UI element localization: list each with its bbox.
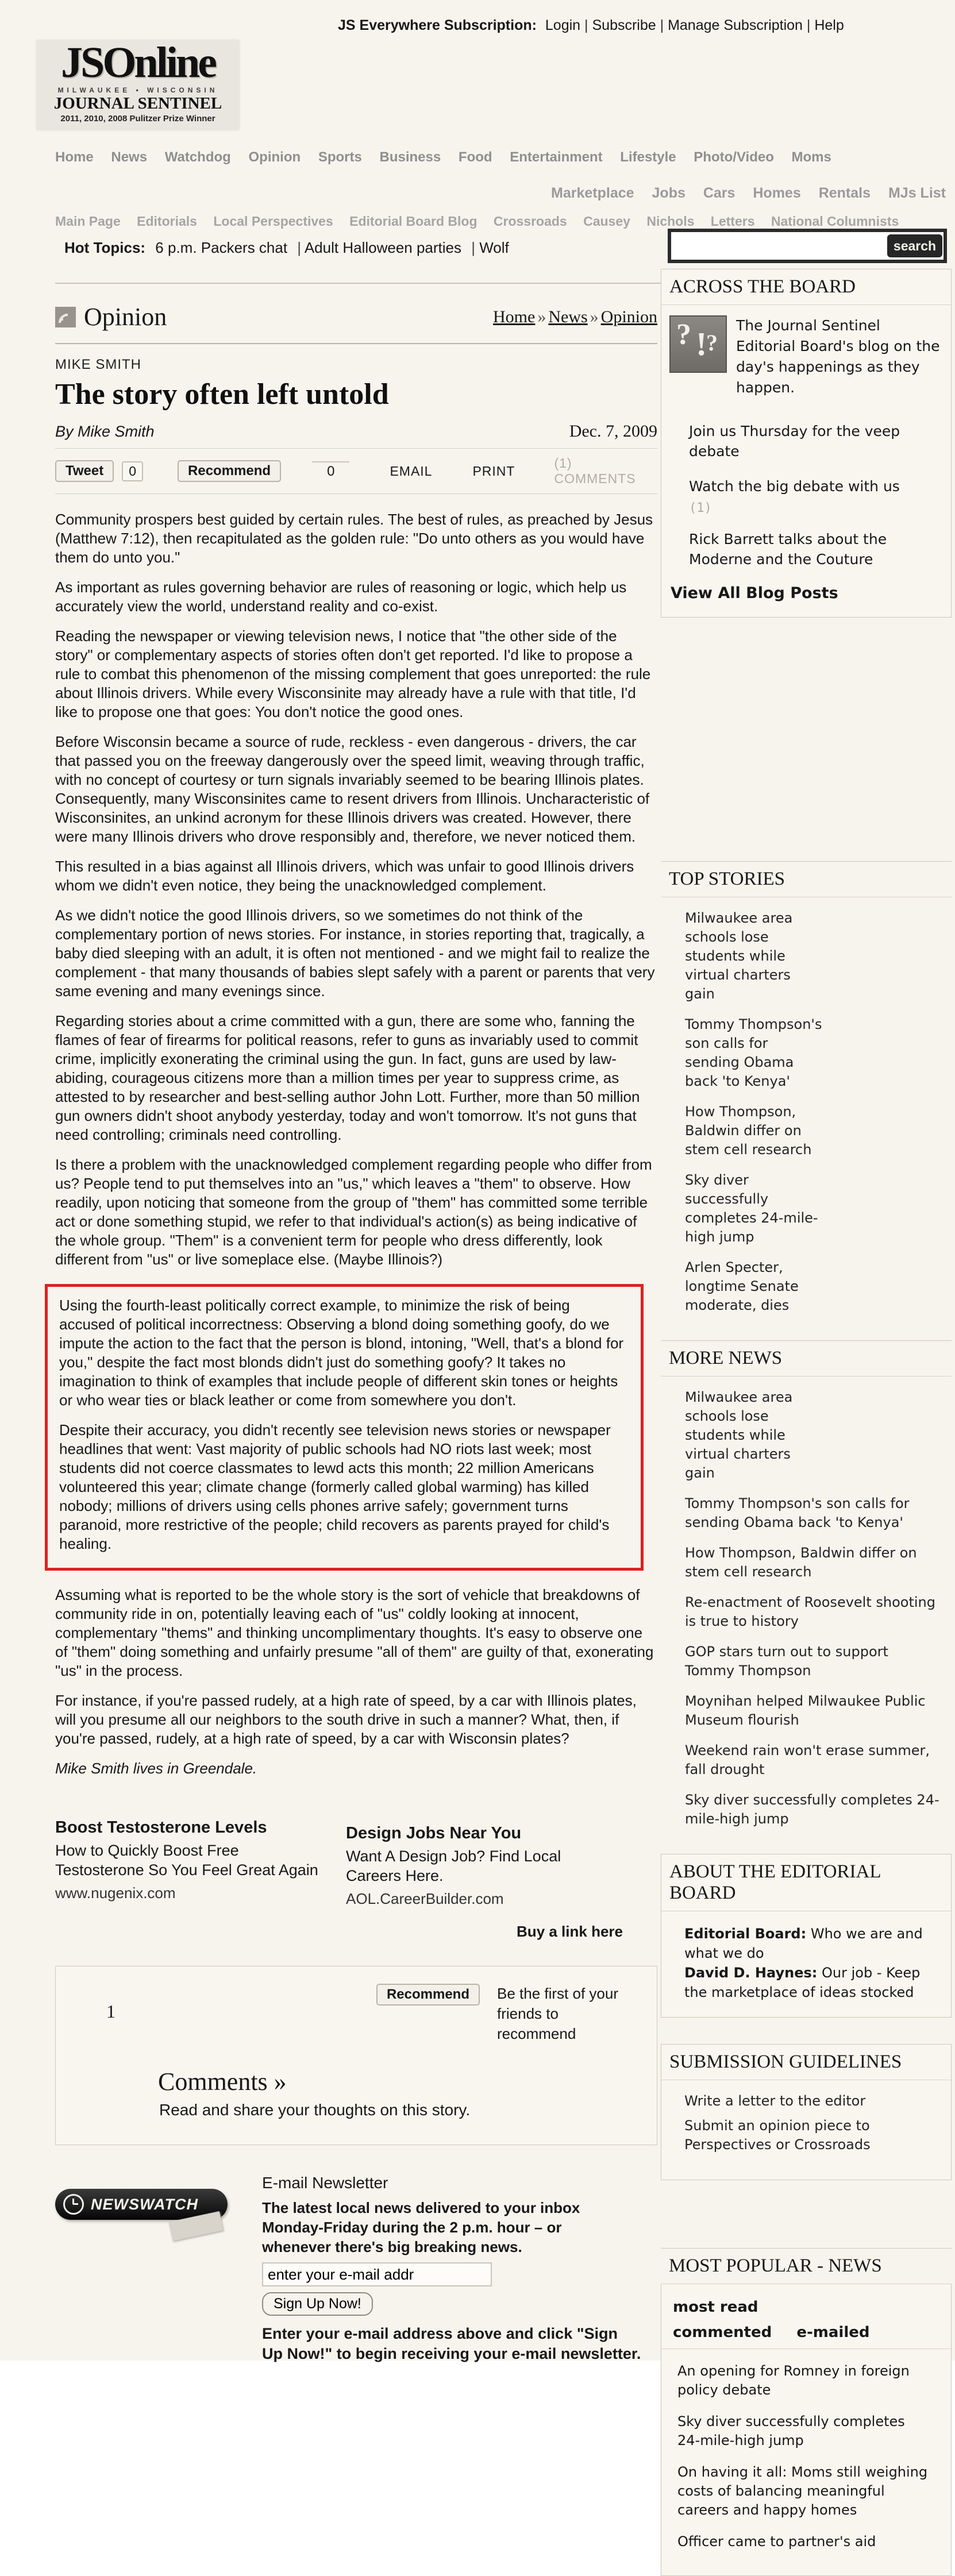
search-button[interactable]: search: [887, 234, 942, 257]
tweet-button[interactable]: Tweet: [55, 460, 114, 482]
login-link[interactable]: Login: [545, 17, 581, 33]
newswatch-label: NEWSWATCH: [91, 2195, 198, 2213]
subnav-letters[interactable]: Letters: [710, 214, 755, 229]
submission-guidelines-list: [661, 2080, 951, 2180]
manage-subscription-link[interactable]: | Manage Subscription: [660, 17, 803, 33]
nav-opinion[interactable]: Opinion: [248, 149, 301, 165]
story-link[interactable]: Re-enactment of Roosevelt shooting is true to history: [685, 1594, 935, 1629]
article-headline: The story often left untold: [55, 378, 389, 411]
submit-opinion-link[interactable]: Submit an opinion piece to Perspectives or Crossroads: [684, 2118, 871, 2153]
email-link[interactable]: EMAIL: [390, 463, 433, 479]
about-editorial-board-box: [661, 1854, 952, 2018]
article-paragraph: This resulted in a bias against all Illinois drivers, which was unfair to good Illinois drivers whom we didn't even notice, they being the unacknowledged complement.: [55, 858, 634, 894]
article-kicker: MIKE SMITH: [55, 357, 142, 372]
story-link[interactable]: Officer came to partner's aid: [677, 2533, 876, 2550]
story-link[interactable]: Weekend rain won't erase summer, fall drought: [685, 1742, 930, 1777]
subnav-editorials[interactable]: Editorials: [137, 214, 197, 229]
ad-nugenix: [55, 1818, 325, 1908]
david-haynes-link[interactable]: David D. Haynes: Our job - Keep the marketplace of ideas stocked: [684, 1965, 921, 2000]
opinion-section-icon: [55, 307, 76, 327]
story-link[interactable]: Sky diver successfully completes 24-mile-high jump: [685, 1172, 818, 1245]
story-link[interactable]: Sky diver successfully completes 24-mile-high jump: [677, 2413, 905, 2448]
blog-post-link[interactable]: Watch the big debate with us: [689, 478, 900, 495]
article-paragraph: Is there a problem with the unacknowledged complement regarding people who differ from us? People tend to put themselves into an "us," which leaves a "them" to observe. How readily, upon noticing that someone from the group of "them" has committed some terrible act or done something stupid, we refer to that individual's action(s) as being indicative of the whole group. "Them" is a convenient term for people who dress differently, look different from "us" or live someplace else. (Maybe Illinois?): [55, 1156, 652, 1268]
article-paragraph: Before Wisconsin became a source of rude, reckless - even dangerous - drivers, the car that passed you on the freeway dangerously over the speed limit, weaving through traffic, with no concept of courtesy or turn signals invariably seemed to be bearing Illinois plates. Consequently, many Wisconsinites came to resent drivers from Illinois. Uncharacteristic of Wisconsinites, an unkind acronym for these Illinois drivers was created. However, there were many Illinois drivers who drove responsibly and, therefore, we never noticed them.: [55, 733, 650, 845]
story-link[interactable]: Tommy Thompson's son calls for sending Obama back 'to Kenya': [685, 1495, 910, 1530]
sidebar: [661, 269, 952, 2576]
subnav-editorial-board-blog[interactable]: Editorial Board Blog: [349, 214, 478, 229]
breadcrumb-opinion[interactable]: » Opinion: [588, 307, 657, 326]
nav-cars[interactable]: Cars: [703, 185, 735, 201]
article-paragraph: Regarding stories about a crime committed with a gun, there are some who, fanning the flames of fear of firearms for political reasons, refer to guns as invariably used to commit crime, implicitly exonerating the criminal using the gun. In fact, guns are used by law-abiding, courageous citizens more than a million times per year to suppress crime, as attested to by researcher and best-selling author John Lott. Further, more than 50 million gun owners didn't shoot anybody yesterday, today and won't tomorrow. It's not guns that need controlling; criminals need controlling.: [55, 1012, 640, 1143]
logo-title: JSOnline: [61, 38, 215, 87]
nav-jobs[interactable]: Jobs: [652, 185, 686, 201]
newsletter-body: [262, 2174, 641, 2364]
help-link[interactable]: | Help: [807, 17, 844, 33]
across-the-board-content: [661, 305, 951, 617]
recommend-count: 0: [312, 461, 349, 481]
ad-url-link[interactable]: www.nugenix.com: [55, 1884, 176, 1902]
subscription-label: JS Everywhere Subscription:: [338, 17, 537, 33]
editorial-board-link[interactable]: Editorial Board: Who we are and what we do: [684, 1926, 923, 1961]
story-link[interactable]: Sky diver successfully completes 24-mile-high jump: [685, 1792, 939, 1827]
sidebar-spacer: [661, 618, 952, 861]
print-link[interactable]: PRINT: [472, 463, 515, 479]
nav-food[interactable]: Food: [458, 149, 492, 165]
article-byline: By Mike Smith: [55, 423, 155, 440]
nav-rentals[interactable]: Rentals: [818, 185, 871, 201]
comments-top-row: [72, 1984, 641, 2044]
across-the-board-box: [661, 269, 952, 618]
about-editorial-board-items: [661, 1911, 951, 2017]
sponsored-links: [55, 1818, 657, 1908]
ad-body: Want A Design Job? Find Local Careers Here.: [346, 1848, 561, 1884]
primary-nav: [55, 149, 845, 165]
newsletter-title: E-mail Newsletter: [262, 2174, 388, 2192]
subnav-crossroads[interactable]: Crossroads: [493, 214, 567, 229]
marketplace-nav: [537, 185, 946, 202]
newsletter-email-field[interactable]: [262, 2262, 492, 2286]
tab-emailed[interactable]: e-mailed: [796, 2324, 870, 2341]
comments-box: [55, 1966, 657, 2145]
sign-up-now-button[interactable]: Sign Up Now!: [262, 2292, 373, 2316]
sidebar-spacer: [661, 2018, 952, 2044]
most-popular-header: MOST POPULAR - NEWS: [661, 2249, 952, 2284]
article-paragraph: For instance, if you're passed rudely, at a high rate of speed, by a car with Illinois plates, will you presume all our neighbors to the south drive in such a manner? What, then, if you're passed, rudely, at a high rate of speed, by a car with Wisconsin plates?: [55, 1692, 637, 1747]
nav-homes[interactable]: Homes: [753, 185, 801, 201]
recommend-button[interactable]: Recommend: [178, 460, 281, 482]
masthead-logo[interactable]: [37, 40, 239, 130]
ad-title-link[interactable]: Boost Testosterone Levels: [55, 1818, 267, 1837]
article-paragraph: Assuming what is reported to be the whole story is the sort of vehicle that breakdowns of community ride in on, potentially leaving each of "us" coldly looking at innocent, complementary "thems" and thinking uncomplimentary thoughts. It's easy to observe one of "them" doing something and unfairly presume "all of them" are guilty of that, exonerating "us" in the process.: [55, 1586, 654, 1679]
article-paragraph: Reading the newspaper or viewing television news, I notice that "the other side of the story" or complementary aspects of stories often don't get reported. I'd like to propose a rule to combat this phenomenon of the missing complement that goes unreported: the rule about Illinois drivers. While every Wisconsinite may already have a rule with that title, I'd like to propose one that goes: You don't notice the good ones.: [55, 627, 651, 720]
top-stories-section: [661, 861, 952, 1340]
highlighted-paragraph: Using the fourth-least politically correct example, to minimize the risk of being accused of political incorrectness: Observing a blond doing something goofy, do we impute the action to the fact that the person is blond, intoning, "Well, that's a blond for you," despite the fact most blonds didn't just do something goofy? It takes no imagination to think of examples that include people of different skin tones or heights or who wear ties or black leather or come from somewhere you don't.: [59, 1297, 624, 1409]
ad-careerbuilder: [346, 1818, 616, 1908]
tab-commented[interactable]: commented: [673, 2324, 772, 2341]
breadcrumb-home[interactable]: Home: [493, 307, 536, 326]
story-link[interactable]: How Thompson, Baldwin differ on stem cell research: [685, 1545, 917, 1580]
share-toolbar: [55, 449, 657, 494]
top-stories-list: [661, 897, 952, 1340]
article-date: Dec. 7, 2009: [569, 422, 657, 441]
nav-entertainment[interactable]: Entertainment: [510, 149, 603, 165]
across-the-board-header: ACROSS THE BOARD: [661, 269, 951, 305]
story-link[interactable]: On having it all: Moms still weighing costs of balancing meaningful careers and happy homes: [677, 2464, 928, 2518]
nav-photo-video[interactable]: Photo/Video: [694, 149, 774, 165]
view-all-blog-posts-link[interactable]: View All Blog Posts: [671, 584, 838, 602]
story-link[interactable]: How Thompson, Baldwin differ on stem cell research: [685, 1104, 812, 1158]
question-exclamation-icon: ? ! ?: [669, 315, 727, 373]
blog-post-link[interactable]: Rick Barrett talks about the Moderne and the Couture: [689, 531, 887, 568]
tweet-count: 0: [122, 461, 143, 481]
story-link[interactable]: Milwaukee area schools lose students while virtual charters gain: [685, 1389, 793, 1481]
comments-subheading: Read and share your thoughts on this story.: [159, 2101, 471, 2119]
subnav-local-perspectives[interactable]: Local Perspectives: [213, 214, 333, 229]
most-popular-list: [661, 2349, 951, 2575]
breadcrumb-news[interactable]: » News: [535, 307, 587, 326]
most-popular-box: [661, 2284, 952, 2576]
search-box: [668, 229, 947, 263]
logo-paper-name: JOURNAL SENTINEL: [53, 94, 222, 113]
blog-blurb: The Journal Sentinel Editorial Board's blog on the day's happenings as they happen.: [736, 317, 940, 396]
blog-post-links: [689, 421, 943, 496]
nav-mjs-list[interactable]: MJs List: [888, 185, 946, 201]
comments-recommend-button[interactable]: Recommend: [376, 1984, 480, 2006]
social-note: Be the first of your friends to recommend: [497, 1985, 618, 2042]
byline-row: [55, 422, 657, 449]
nav-news[interactable]: News: [111, 149, 148, 165]
blog-post-link[interactable]: Join us Thursday for the veep debate: [689, 423, 900, 460]
story-link[interactable]: Tommy Thompson's son calls for sending Obama back 'to Kenya': [685, 1016, 822, 1089]
subnav-main-page[interactable]: Main Page: [55, 214, 121, 229]
sidebar-spacer: [661, 2180, 952, 2248]
logo-region: MILWAUKEE • WISCONSIN: [57, 86, 218, 94]
logo-tagline: 2011, 2010, 2008 Pulitzer Prize Winner: [60, 114, 215, 124]
more-news-header: MORE NEWS: [661, 1341, 952, 1376]
nav-home[interactable]: Home: [55, 149, 94, 165]
hot-topic-wolf[interactable]: | Wolf: [471, 239, 509, 256]
hot-topics-bar: [64, 239, 509, 257]
subnav-national-columnists[interactable]: National Columnists: [771, 214, 899, 229]
comment-count: 1: [106, 2001, 115, 2022]
write-letter-link[interactable]: Write a letter to the editor: [684, 2093, 866, 2109]
most-popular-section: [661, 2248, 952, 2576]
nav-sports[interactable]: Sports: [318, 149, 362, 165]
search-input[interactable]: [671, 234, 887, 258]
comments-heading-link[interactable]: Comments »: [158, 2068, 287, 2096]
article-signoff: Mike Smith lives in Greendale.: [55, 1760, 257, 1777]
more-news-section: [661, 1340, 952, 1854]
article-body: [55, 510, 657, 1778]
clock-icon: [63, 2194, 84, 2215]
story-link[interactable]: GOP stars turn out to support Tommy Thompson: [685, 1644, 888, 1679]
about-editorial-board-header: ABOUT THE EDITORIAL BOARD: [661, 1854, 951, 1911]
hot-topic-packers-chat[interactable]: 6 p.m. Packers chat: [155, 239, 288, 256]
ad-body: How to Quickly Boost Free Testosterone So You Feel Great Again: [55, 1842, 318, 1879]
submission-guidelines-header: SUBMISSION GUIDELINES: [661, 2045, 951, 2080]
article-paragraph: Community prospers best guided by certain rules. The best of rules, as preached by Jesus (Matthew 7:12), then recapitulated as the golden rule: "Do unto others as you would have them do unto you.": [55, 511, 653, 566]
newswatch-badge-area: [55, 2174, 262, 2364]
newsletter-description: The latest local news delivered to your inbox Monday-Friday during the 2 p.m. hour – or whenever there's big breaking news.: [262, 2199, 580, 2255]
highlighted-annotation-box: [45, 1284, 644, 1571]
nav-watchdog[interactable]: Watchdog: [164, 149, 231, 165]
blog-post-comment-count: (1): [689, 501, 712, 515]
nav-marketplace[interactable]: Marketplace: [551, 185, 634, 201]
hot-topics-label: Hot Topics:: [64, 239, 146, 256]
highlighted-paragraph: Despite their accuracy, you didn't recently see television news stories or newspaper headlines that went: Vast majority of public schools had NO riots last week; most students did not coerce classmates to lewd acts this month; 22 million Americans volunteered this year; climate change (formerly called global warming) has killed nobody; millions of drivers using cells phones arrive safely; government turns paranoid, more restrictive of the people; child recovers as parents prayed for child's healing.: [59, 1421, 611, 1552]
most-popular-tabs: [661, 2284, 903, 2349]
story-link[interactable]: Milwaukee area schools lose students while virtual charters gain: [685, 910, 793, 1002]
article-column: [55, 292, 657, 2364]
utility-bar: [338, 17, 844, 34]
story-link[interactable]: Arlen Specter, longtime Senate moderate, dies: [685, 1259, 799, 1313]
top-stories-header: TOP STORIES: [661, 862, 952, 897]
article-paragraph: As important as rules governing behavior are rules of reasoning or logic, which help us accurately view the world, understand reality and co-exist.: [55, 579, 627, 615]
ad-url-link[interactable]: AOL.CareerBuilder.com: [346, 1890, 504, 1907]
buy-a-link-here[interactable]: Buy a link here: [517, 1923, 623, 1940]
article-paragraph: As we didn't notice the good Illinois drivers, so we sometimes do not think of the complementary portion of news stories. For instance, in stories reporting that, tragically, a baby died sleeping with an adult, it is often not mentioned - and we might fail to realize the complement - that many thousands of babies slept safely with a parent or parents that very same evening and many evenings since.: [55, 907, 655, 1000]
submission-guidelines-box: [661, 2044, 952, 2180]
nav-lifestyle[interactable]: Lifestyle: [620, 149, 676, 165]
breadcrumb: [493, 307, 657, 327]
story-link[interactable]: Moynihan helped Milwaukee Public Museum flourish: [685, 1693, 926, 1728]
tab-most-read[interactable]: most read: [673, 2299, 758, 2316]
newsletter-note: Enter your e-mail address above and click "Sign Up Now!" to begin receiving your e-mail newsletter.: [262, 2325, 641, 2362]
more-news-list: [661, 1376, 952, 1854]
section-title: Opinion: [84, 303, 167, 331]
comments-count-link[interactable]: (1) COMMENTS: [554, 456, 636, 486]
subnav-nichols[interactable]: Nichols: [646, 214, 695, 229]
ad-title-link[interactable]: Design Jobs Near You: [346, 1824, 522, 1842]
subnav-causey[interactable]: Causey: [583, 214, 630, 229]
newsletter-signup: [55, 2174, 657, 2364]
story-link[interactable]: An opening for Romney in foreign policy debate: [677, 2363, 910, 2398]
nav-moms[interactable]: Moms: [791, 149, 831, 165]
subscribe-link[interactable]: | Subscribe: [584, 17, 656, 33]
opinion-subnav: [55, 214, 911, 229]
nav-business[interactable]: Business: [379, 149, 441, 165]
hot-topic-halloween[interactable]: | Adult Halloween parties: [297, 239, 461, 256]
section-header: [55, 292, 657, 344]
